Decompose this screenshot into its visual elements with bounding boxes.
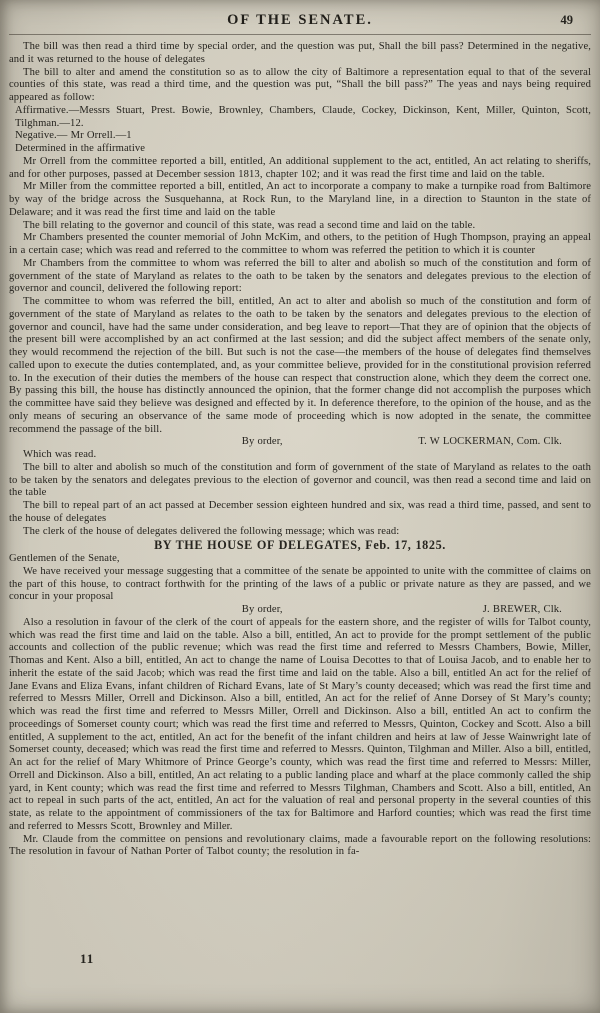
paragraph: Mr Orrell from the committee reported a bill, entitled, An additional supplement to the act, entitled, An act relating to sheriffs, and for other purposes, passed at December session 1813, chapter 102; and it was read the first time and laid on the table. — [9, 155, 591, 180]
paragraph: The bill to alter and abolish so much of the constitution and form of government of the state of Maryland as relates to the oath to be taken by the senators and delegates previous to the election of governor and council, was then read a second time and laid on the table — [9, 461, 591, 499]
paragraph: Which was read. — [23, 449, 97, 460]
paragraph: Also a resolution in favour of the clerk of the court of appeals for the eastern shore, and the register of wills for Talbot county, which was read the first time and laid on the table. Also a bill, entitled, An act to provide for the prompt settlement of the public accounts and collection of the public revenue; which was read the first time and referred to Messrs Chambers, Bowie, Miller, Thomas and Kent. Also a bill, entitled, An act to change the name of Louisa Decottes to that of Louisa Jacob, and to enable her to inherit the estate of the said Jacob; which was read the first time and laid on the table. Also a bill, entitled An act for the relief of Jane Evans and Eliza Evans, infant children of Richard Evans, late of St Mary’s county deceased; which was read the first time and referred to Messrs Miller, Orrell and Dickinson. Also a bill, entitled, An act for the relief of Anne Dorsey of St Mary’s county; which was read the first time and referred to Messrs Miller, Orrell and Dickinson. Also a bill, entitled An act to confirm the proceedings of Somerset county court; which was read the first time and referred to Messrs, Quinton, Cockey and Scott. Also a bill entitled, A supplement to the act, entitled, An act for the benefit of the infant children and heirs at law of Jesse Wainwright late of Somerset county, deceased; which was read the first time and referred to Messrs. Quinton, Tilghman and Miller. Also a bill, entitled, An act for the relief of Mary Whitmore of Prince George’s county, which was read the first time and referred to Messrs: Miller, Orrell and Dickinson. Also a bill, entitled, An act relating to a public landing place and wharf at the place commonly called the ship yard, in Kent county; which was read the first time and referred to Messrs Tilghman, Chambers and Scott. Also a bill, entitled, An act to repeal in such parts of the act, entitled, An act for the valuation of real and personal property in the several counties of this state, as relate to the appointment of commissioners of the tax for Baltimore and Harford counties; which was read the first time and referred to Messrs Scott, Brownley and Miller. — [9, 616, 591, 832]
page-header — [9, 12, 591, 35]
paragraph: Gentlemen of the Senate, — [9, 553, 120, 564]
signoff-line — [9, 436, 591, 449]
signoff-signature: J. BREWER, Clk. — [482, 604, 562, 615]
paragraph: Mr Chambers presented the counter memorial of John McKim, and others, to the petition of Hugh Thompson, praying an appeal in a certain case; which was read and referred to the committee to whom was referred the petition to which it is counter — [9, 232, 591, 256]
page-body — [9, 37, 591, 859]
paragraph: We have received your message suggesting that a committee of the senate be appointed to unite with the committee of claims on the part of this house, to contract forthwith for the printing of the laws of a public or private nature as they are passed, and we concur in your proposal — [9, 565, 591, 603]
signoff-signature: T. W LOCKERMAN, Com. Clk. — [418, 436, 562, 448]
paragraph: The bill relating to the governor and council of this state, was read a second time and laid on the table. — [23, 219, 476, 231]
paragraph: The clerk of the house of delegates delivered the following message; which was read: — [23, 525, 400, 537]
paragraph: BY THE HOUSE OF DELEGATES, Feb. 17, 1825. — [154, 538, 446, 553]
paragraph: The bill to repeal part of an act passed at December session eighteen hundred and six, was read a third time, passed, and sent to the house of delegates — [9, 500, 591, 524]
paragraph: The committee to whom was referred the bill, entitled, An act to alter and abolish so much of the constitution and form of government of the state of Maryland as relates to the oath to be taken by the senators and delegates previous to the election of governor and council, have had the same under consideration, and beg leave to report—That they are of opinion that the objects of the present bill were accomplished by an act confirmed at the last session; and did the subject affect members of the senate only, they would recommend the rejection of the bill. But such is not the case—the members of the house of delegates find themselves called upon to execute the duties contemplated, and, as your committee believe, provided for in the constitutional provision referred to. In the execution of their duties the members of the house can respect that construction alone, which they deem the correct one. By passing this bill, the house has distinctly announced the opinion, that the former change did not accomplish the purposes which the committee have said they believe was designed and effected by it. In deference therefore, to the opinion of the house, and as the only means of securing an observance of the same mode of proceeding which is now adopted in the senate, the committee recommend the passage of the bill. — [9, 296, 591, 435]
footer-page-number: 11 — [80, 951, 95, 966]
paragraph: The bill was then read a third time by special order, and the question was put, Shall the bill pass? Determined in the negative, and it was returned to the house of delegates — [9, 41, 591, 65]
paragraph: Determined in the affirmative — [15, 143, 146, 154]
signoff-line — [9, 604, 591, 617]
signoff-by-order: By order, — [241, 436, 283, 448]
signoff-by-order: By order, — [241, 604, 283, 615]
paragraph: Mr. Claude from the committee on pensions and revolutionary claims, made a favourable report on the following resolutions: The resolution in favour of Nathan Porter of Talbot county; the resolution in fa- — [9, 833, 591, 858]
page-number: 49 — [560, 13, 573, 27]
paragraph: Negative.— Mr Orrell.—1 — [15, 130, 132, 142]
paragraph: Affirmative.—Messrs Stuart, Prest. Bowie, Brownley, Chambers, Claude, Cockey, Dickinson, Kent, Miller, Quinton, Scott, Tilghman.—12. — [15, 104, 591, 129]
paragraph: Mr Miller from the committee reported a bill, entitled, An act to incorporate a company to make a turnpike road from Baltimore by way of the bridge across the Susquehanna, at Rock Run, to the Maryland line, in a direction to Staunton in the state of Delaware; and it was read the first time and laid on the table — [9, 181, 591, 218]
paragraph: Mr Chambers from the committee to whom was referred the bill to alter and abolish so much of the constitution and form of government of the state of Maryland as relates to the oath to be taken by the senators and delegates previous to the election of governor and council, delivered the following report: — [9, 257, 591, 295]
page-title: OF THE SENATE. — [227, 12, 373, 28]
paragraph: The bill to alter and amend the constitution so as to allow the city of Baltimore a representation equal to that of the several counties of this state, was read a third time, and the question was put, “Shall the bill pass?” The yeas and nays being required appeared as follow: — [9, 66, 591, 103]
